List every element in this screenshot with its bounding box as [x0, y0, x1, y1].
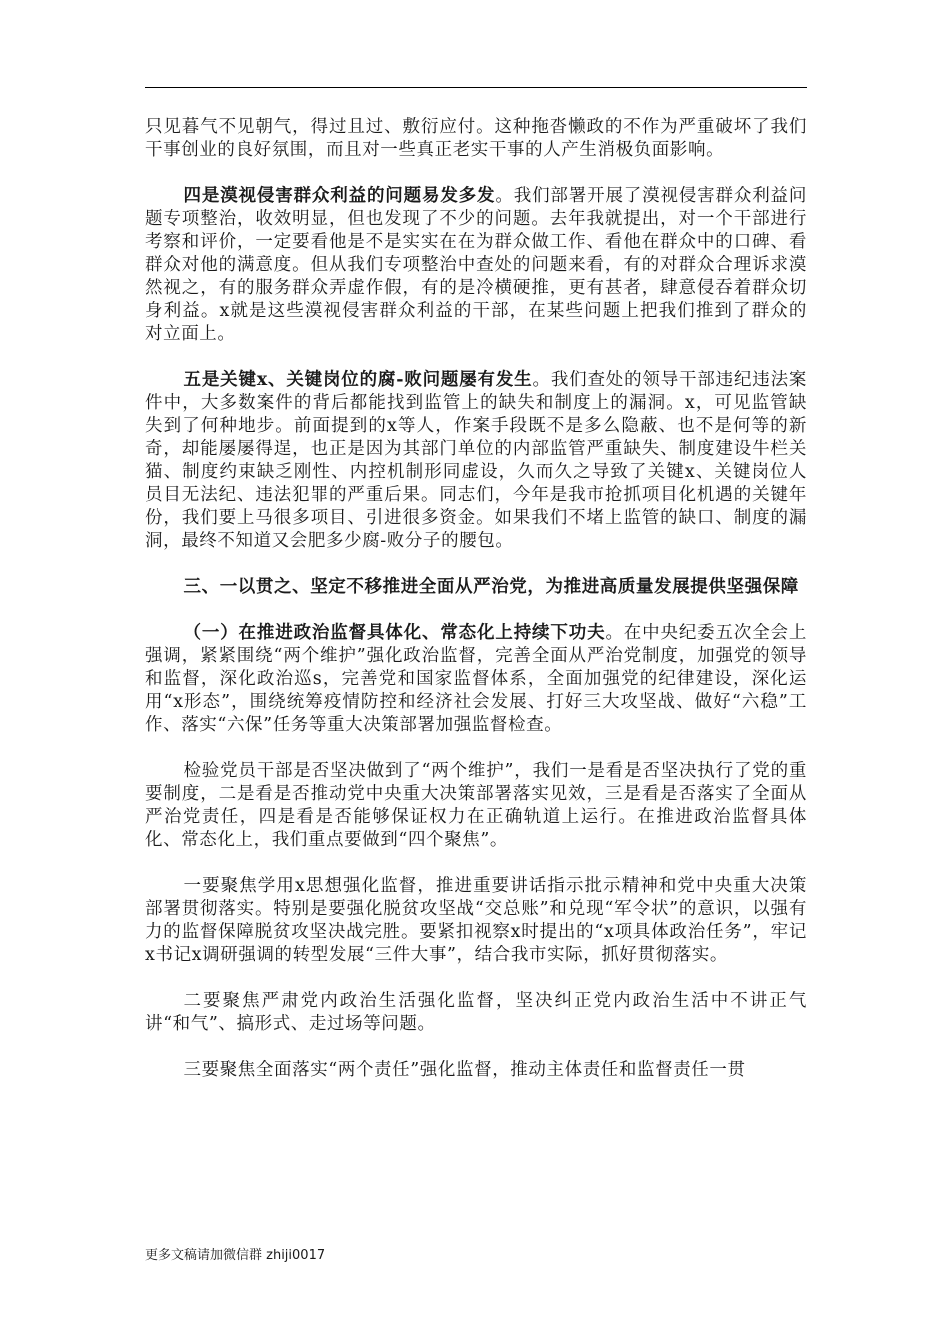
header-rule — [145, 87, 807, 88]
paragraph: 只见暮气不见朝气，得过且过、敷衍应付。这种拖沓懒政的不作为严重破坏了我们干事创业的良好氛围，而且对一些真正老实干事的人产生消极负面影响。 — [145, 117, 807, 160]
document-body — [145, 116, 807, 1082]
footer-note: 更多文稿请加微信群 zhiji0017 — [145, 1248, 326, 1263]
paragraph: 检验党员干部是否坚决做到了“两个维护”，我们一是看是否坚决执行了党的重要制度，二是看是否推动党中央重大决策部署落实见效，三是看是否落实了全面从严治党责任，四是看是否能够保证权力在正确轨道上运行。在推进政治监督具体化、常态化上，我们重点要做到“四个聚焦”。 — [145, 761, 807, 850]
paragraph: （一）在推进政治监督具体化、常态化上持续下功夫。在中央纪委五次全会上强调，紧紧围绕“两个维护”强化政治监督，完善全面从严治党制度，加强党的领导和监督，深化政治巡s，完善党和国家监督体系，全面加强党的纪律建设，深化运用“x形态”，围绕统筹疫情防控和经济社会发展、打好三大攻坚战、做好“六稳”工作、落实“六保”任务等重大决策部署加强监督检查。 — [145, 623, 807, 735]
paragraph: 四是漠视侵害群众利益的问题易发多发。我们部署开展了漠视侵害群众利益问题专项整治，收效明显，但也发现了不少的问题。去年我就提出，对一个干部进行考察和评价，一定要看他是不是实实在在为群众做工作、看他在群众中的口碑、看群众对他的满意度。但从我们专项整治中查处的问题来看，有的对群众合理诉求漠然视之，有的服务群众弄虚作假，有的是冷横硬推，更有甚者，肆意侵吞着群众切身利益。x就是这些漠视侵害群众利益的干部，在某些问题上把我们推到了群众的对立面上。 — [145, 186, 807, 344]
paragraph-lead: （一）在推进政治监督具体化、常态化上持续下功夫 — [183, 623, 606, 643]
paragraph: 二要聚焦严肃党内政治生活强化监督，坚决纠正党内政治生活中不讲正气讲“和气”、搞形式、走过场等问题。 — [145, 991, 807, 1034]
paragraph-lead: 五是关键x、关键岗位的腐-败问题屡有发生 — [183, 370, 533, 390]
paragraph-lead: 四是漠视侵害群众利益的问题易发多发 — [183, 186, 496, 206]
paragraph: 一要聚焦学用x思想强化监督，推进重要讲话指示批示精神和党中央重大决策部署贯彻落实。特别是要强化脱贫攻坚战“交总账”和兑现“军令状”的意识，以强有力的监督保障脱贫攻坚决战完胜。要紧扣视察x时提出的“x项具体政治任务”，牢记x书记x调研强调的转型发展“三件大事”，结合我市实际，抓好贯彻落实。 — [145, 876, 807, 965]
paragraph: 五是关键x、关键岗位的腐-败问题屡有发生。我们查处的领导干部违纪违法案件中，大多数案件的背后都能找到监管上的缺失和制度上的漏洞。x，可见监管缺失到了何种地步。前面提到的x等人，作案手段既不是多么隐蔽、也不是何等的新奇，却能屡屡得逞，也正是因为其部门单位的内部监管严重缺失、制度建设牛栏关猫、制度约束缺乏刚性、内控机制形同虚设，久而久之导致了关键x、关键岗位人员目无法纪、违法犯罪的严重后果。同志们，今年是我市抢抓项目化机遇的关键年份，我们要上马很多项目、引进很多资金。如果我们不堵上监管的缺口、制度的漏洞，最终不知道又会肥多少腐-败分子的腰包。 — [145, 370, 808, 551]
section-heading: 三、一以贯之、坚定不移推进全面从严治党，为推进高质量发展提供坚强保障 — [183, 577, 799, 597]
paragraph: 三要聚焦全面落实“两个责任”强化监督，推动主体责任和监督责任一贯 — [183, 1060, 746, 1080]
